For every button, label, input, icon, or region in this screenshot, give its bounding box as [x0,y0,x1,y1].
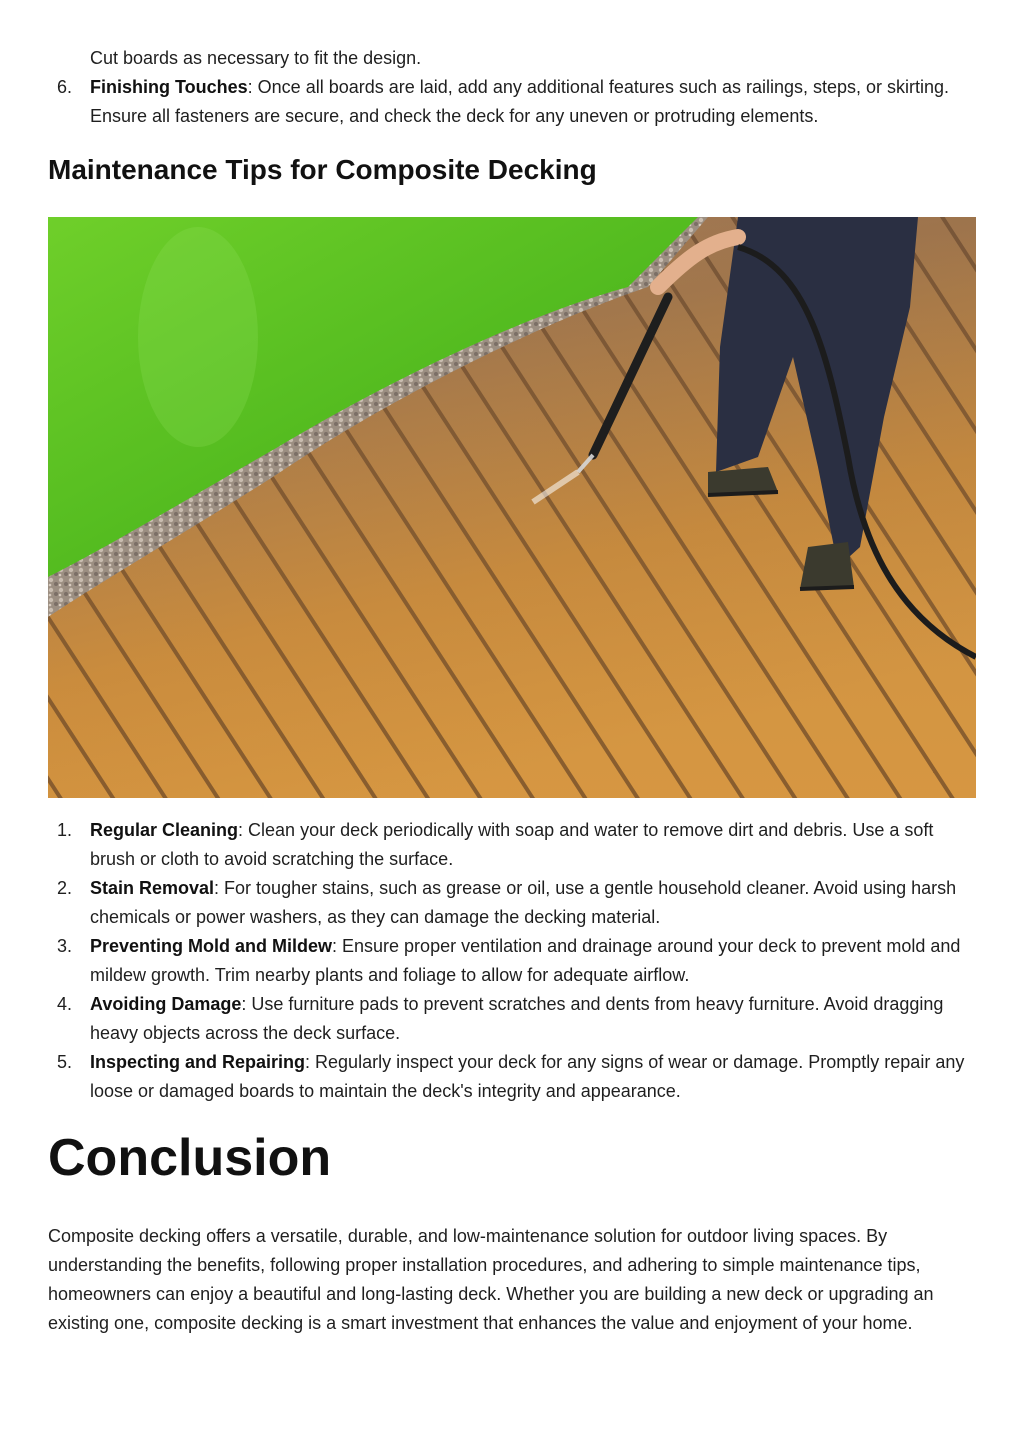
list-number: 2. [57,878,73,898]
list-item-text: : Once all boards are laid, add any additional features such as railings, steps, or skirting. Ensure all fasteners are secure, and check the deck for any uneven or protruding elements. [90,77,950,126]
maintenance-tips-list [48,816,976,1106]
list-item [48,932,976,990]
list-item-text: : Regularly inspect your deck for any signs of wear or damage. Promptly repair any loose or damaged boards to maintain the deck's integrity and appearance. [90,1052,965,1101]
list-item-title: Avoiding Damage [90,994,242,1014]
list-item-text: : Ensure proper ventilation and drainage around your deck to prevent mold and mildew growth. Trim nearby plants and foliage to allow for adequate airflow. [90,936,961,985]
list-item [48,1048,976,1106]
list-item-title: Inspecting and Repairing [90,1052,306,1072]
list-item [48,990,976,1048]
list-item-title: Regular Cleaning [90,820,239,840]
deck-pressure-washing-photo [48,217,976,798]
list-item-title: Finishing Touches [90,77,248,97]
list-number: 3. [57,936,73,956]
list-number: 6. [57,77,73,97]
list-item-text: : Use furniture pads to prevent scratches and dents from heavy furniture. Avoid dragging heavy objects across the deck surface. [90,994,944,1043]
maintenance-heading: Maintenance Tips for Composite Decking [48,154,597,185]
list-item [48,874,976,932]
list-item [48,73,976,131]
list-item-text: : For tougher stains, such as grease or oil, use a gentle household cleaner. Avoid using harsh chemicals or power washers, as they can damage the decking material. [90,878,957,927]
list-item [48,816,976,874]
list-number: 5. [57,1052,73,1072]
list-item-text: : Clean your deck periodically with soap and water to remove dirt and debris. Use a soft brush or cloth to avoid scratching the surface. [90,820,934,869]
continuation-text: Cut boards as necessary to fit the design. [90,48,422,68]
conclusion-paragraph: Composite decking offers a versatile, durable, and low-maintenance solution for outdoor living spaces. By understanding the benefits, following proper installation procedures, and adhering to simple maintenance tips, homeowners can enjoy a beautiful and long-lasting deck. Whether you are building a new deck or upgrading an existing one, composite decking is a smart investment that enhances the value and enjoyment of your home. [48,1226,934,1333]
list-number: 4. [57,994,73,1014]
installation-steps-list [48,73,976,131]
list-item-title: Preventing Mold and Mildew [90,936,333,956]
conclusion-heading: Conclusion [48,1129,332,1187]
list-item-title: Stain Removal [90,878,215,898]
list-number: 1. [57,820,73,840]
